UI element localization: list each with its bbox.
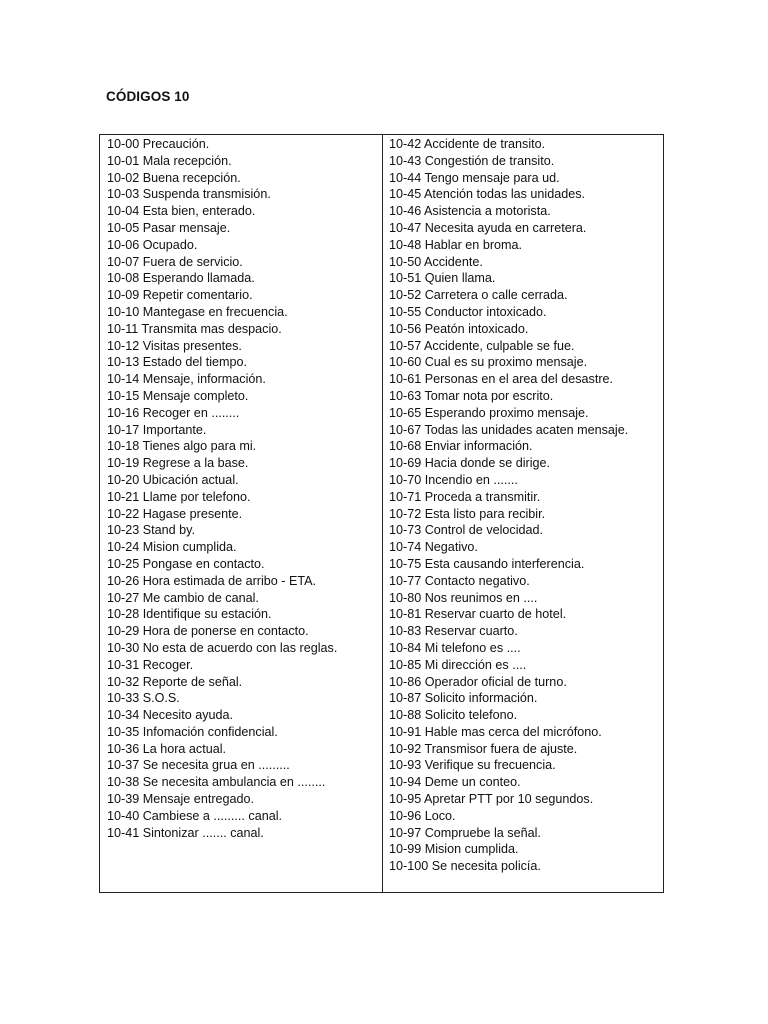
- code-row: 10-73 Control de velocidad.: [389, 523, 544, 538]
- code-row: 10-55 Conductor intoxicado.: [389, 304, 547, 319]
- code-row: 10-07 Fuera de servicio.: [107, 254, 243, 269]
- code-row: 10-11 Transmita mas despacio.: [107, 321, 282, 336]
- code-row: 10-33 S.O.S.: [107, 691, 180, 706]
- code-row: 10-57 Accidente, culpable se fue.: [389, 338, 575, 353]
- code-row: 10-93 Verifique su frecuencia.: [389, 758, 556, 773]
- code-row: 10-100 Se necesita policía.: [389, 859, 541, 874]
- code-row: 10-71 Proceda a transmitir.: [389, 489, 541, 504]
- code-row: 10-72 Esta listo para recibir.: [389, 506, 546, 521]
- code-row: 10-44 Tengo mensaje para ud.: [389, 170, 560, 185]
- code-row: 10-35 Infomación confidencial.: [107, 724, 278, 739]
- code-row: 10-39 Mensaje entregado.: [107, 792, 255, 807]
- code-row: 10-99 Mision cumplida.: [389, 842, 519, 857]
- code-row: 10-80 Nos reunimos en ....: [389, 590, 538, 605]
- code-row: 10-27 Me cambio de canal.: [107, 590, 259, 605]
- code-row: 10-13 Estado del tiempo.: [107, 355, 248, 370]
- code-row: 10-77 Contacto negativo.: [389, 573, 530, 588]
- code-row: 10-00 Precaución.: [107, 137, 210, 151]
- code-row: 10-14 Mensaje, información.: [107, 372, 266, 387]
- code-row: 10-40 Cambiese a ......... canal.: [107, 808, 283, 823]
- code-row: 10-10 Mantegase en frecuencia.: [107, 304, 288, 319]
- code-row: 10-12 Visitas presentes.: [107, 338, 242, 353]
- code-row: 10-61 Personas en el area del desastre.: [389, 372, 614, 387]
- code-row: 10-47 Necesita ayuda en carretera.: [389, 220, 587, 235]
- code-row: 10-67 Todas las unidades acaten mensaje.: [389, 422, 629, 437]
- code-row: 10-51 Quien llama.: [389, 271, 496, 286]
- code-row: 10-69 Hacia donde se dirige.: [389, 456, 551, 471]
- code-row: 10-01 Mala recepción.: [107, 153, 232, 168]
- code-row: 10-04 Esta bien, enterado.: [107, 204, 256, 219]
- code-row: 10-25 Pongase en contacto.: [107, 556, 265, 571]
- right-column: [383, 135, 663, 892]
- code-row: 10-96 Loco.: [389, 808, 456, 823]
- code-row: 10-09 Repetir comentario.: [107, 288, 253, 303]
- code-row: 10-92 Transmisor fuera de ajuste.: [389, 741, 578, 756]
- code-row: 10-83 Reservar cuarto.: [389, 624, 518, 639]
- code-row: 10-22 Hagase presente.: [107, 506, 243, 521]
- code-row: 10-19 Regrese a la base.: [107, 456, 249, 471]
- code-row: 10-68 Enviar información.: [389, 439, 533, 454]
- code-row: 10-91 Hable mas cerca del micrófono.: [389, 724, 602, 739]
- code-row: 10-42 Accidente de transito.: [389, 137, 546, 151]
- code-row: 10-75 Esta causando interferencia.: [389, 556, 585, 571]
- code-row: 10-23 Stand by.: [107, 523, 195, 538]
- code-row: 10-34 Necesito ayuda.: [107, 708, 234, 723]
- code-row: 10-26 Hora estimada de arribo - ETA.: [107, 573, 317, 588]
- code-row: 10-02 Buena recepción.: [107, 170, 241, 185]
- code-row: 10-81 Reservar cuarto de hotel.: [389, 607, 567, 622]
- code-row: 10-94 Deme un conteo.: [389, 775, 521, 790]
- code-row: 10-95 Apretar PTT por 10 segundos.: [389, 792, 594, 807]
- code-row: 10-43 Congestión de transito.: [389, 153, 555, 168]
- code-row: 10-36 La hora actual.: [107, 741, 227, 756]
- code-row: 10-32 Reporte de señal.: [107, 674, 243, 689]
- code-row: 10-56 Peatón intoxicado.: [389, 321, 529, 336]
- code-row: 10-63 Tomar nota por escrito.: [389, 388, 554, 403]
- code-row: 10-21 Llame por telefono.: [107, 489, 251, 504]
- code-row: 10-20 Ubicación actual.: [107, 472, 239, 487]
- left-column: [100, 135, 383, 892]
- code-row: 10-28 Identifique su estación.: [107, 607, 272, 622]
- code-row: 10-16 Recoger en ........: [107, 405, 240, 420]
- code-row: 10-48 Hablar en broma.: [389, 237, 523, 252]
- code-row: 10-03 Suspenda transmisión.: [107, 187, 271, 202]
- code-row: 10-37 Se necesita grua en .........: [107, 758, 290, 773]
- code-row: 10-05 Pasar mensaje.: [107, 220, 231, 235]
- code-row: 10-87 Solicito información.: [389, 691, 538, 706]
- code-row: 10-41 Sintonizar ....... canal.: [107, 825, 264, 840]
- codes-table: [99, 134, 664, 893]
- code-row: 10-60 Cual es su proximo mensaje.: [389, 355, 588, 370]
- code-row: 10-86 Operador oficial de turno.: [389, 674, 567, 689]
- code-row: 10-46 Asistencia a motorista.: [389, 204, 551, 219]
- code-row: 10-24 Mision cumplida.: [107, 540, 237, 555]
- code-row: 10-97 Compruebe la señal.: [389, 825, 541, 840]
- page-title: CÓDIGOS 10: [106, 89, 190, 104]
- code-row: 10-17 Importante.: [107, 422, 207, 437]
- code-row: 10-85 Mi dirección es ....: [389, 657, 527, 672]
- code-row: 10-06 Ocupado.: [107, 237, 198, 252]
- code-row: 10-70 Incendio en .......: [389, 472, 518, 487]
- code-row: 10-18 Tienes algo para mi.: [107, 439, 257, 454]
- code-row: 10-74 Negativo.: [389, 540, 478, 555]
- code-row: 10-45 Atención todas las unidades.: [389, 187, 586, 202]
- code-row: 10-88 Solicito telefono.: [389, 708, 518, 723]
- code-row: 10-08 Esperando llamada.: [107, 271, 255, 286]
- code-row: 10-38 Se necesita ambulancia en ........: [107, 775, 326, 790]
- code-row: 10-52 Carretera o calle cerrada.: [389, 288, 568, 303]
- code-row: 10-50 Accidente.: [389, 254, 483, 269]
- code-row: 10-84 Mi telefono es ....: [389, 640, 521, 655]
- code-row: 10-29 Hora de ponerse en contacto.: [107, 624, 309, 639]
- code-row: 10-65 Esperando proximo mensaje.: [389, 405, 589, 420]
- code-row: 10-30 No esta de acuerdo con las reglas.: [107, 640, 338, 655]
- code-row: 10-15 Mensaje completo.: [107, 388, 249, 403]
- code-row: 10-31 Recoger.: [107, 657, 194, 672]
